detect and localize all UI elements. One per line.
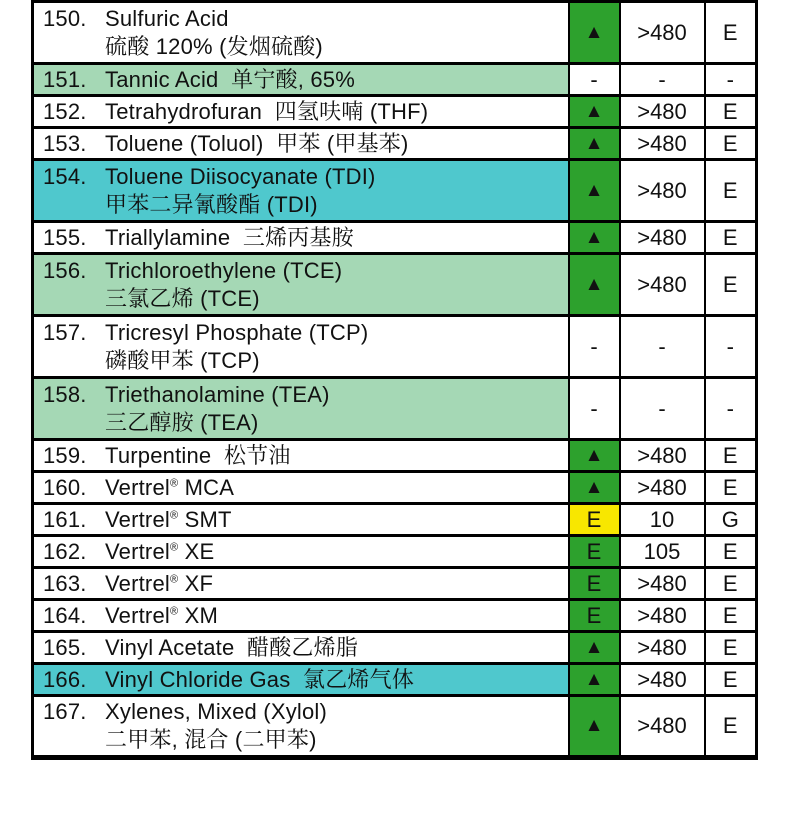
registered-mark: ® [169, 477, 179, 490]
breakthrough-time-cell: >480 [620, 128, 705, 160]
symbol-cell [569, 254, 620, 316]
table-row [33, 472, 757, 504]
chemical-name-line1: Xylenes, Mixed (Xylol) [105, 699, 328, 724]
chemical-name-cell [33, 64, 569, 96]
row-number: 162. [43, 538, 87, 564]
row-number: 153. [43, 130, 87, 156]
table-row [33, 2, 757, 64]
chemical-name [34, 319, 568, 375]
chemical-name-line1: Tetrahydrofuran 四氢呋喃 (THF) [105, 98, 429, 124]
symbol-cell [569, 568, 620, 600]
chemical-name [34, 163, 568, 219]
rating-symbol-icon: ▲ [584, 100, 604, 122]
breakthrough-time-cell: >480 [620, 254, 705, 316]
table-row [33, 64, 757, 96]
chemical-name-cell [33, 536, 569, 568]
degradation-rating-cell: - [705, 316, 757, 378]
symbol-cell [569, 64, 620, 96]
chemical-name-cell [33, 2, 569, 64]
rating-symbol-icon: ▲ [584, 132, 604, 154]
chemical-name-line1: Vertrel® MCA [105, 474, 235, 500]
symbol-cell [569, 696, 620, 758]
rating-symbol-icon: ▲ [584, 179, 604, 201]
row-number: 166. [43, 666, 87, 692]
chemical-name [34, 634, 568, 662]
rating-symbol-icon: ▲ [584, 273, 604, 295]
chemical-name-line2: 硫酸 120% (发烟硫酸) [105, 33, 323, 59]
chemical-resistance-table [31, 0, 758, 760]
table-row [33, 632, 757, 664]
rating-symbol-icon: ▲ [584, 668, 604, 690]
chemical-name-line1: Vinyl Chloride Gas 氯乙烯气体 [105, 666, 415, 692]
table-row [33, 536, 757, 568]
breakthrough-time-cell: >480 [620, 568, 705, 600]
table-row [33, 696, 757, 758]
table-row [33, 316, 757, 378]
row-number: 151. [43, 66, 87, 92]
symbol-cell [569, 2, 620, 64]
degradation-rating-cell: - [705, 378, 757, 440]
degradation-rating-cell: E [705, 664, 757, 696]
table-row [33, 568, 757, 600]
row-number: 154. [43, 163, 87, 189]
row-number: 164. [43, 602, 87, 628]
degradation-rating-cell: G [705, 504, 757, 536]
chemical-name [34, 602, 568, 630]
chemical-name-cell [33, 160, 569, 222]
degradation-rating-cell: E [705, 632, 757, 664]
chemical-name-line2: 三氯乙烯 (TCE) [105, 285, 260, 311]
chemical-name-cell [33, 504, 569, 536]
breakthrough-time-cell: >480 [620, 600, 705, 632]
breakthrough-time-cell: >480 [620, 440, 705, 472]
degradation-rating-cell: E [705, 696, 757, 758]
table-row [33, 254, 757, 316]
chemical-name [34, 666, 568, 694]
symbol-cell [569, 222, 620, 254]
chemical-name-line1: Turpentine 松节油 [105, 442, 291, 468]
chemical-name [34, 5, 568, 61]
chemical-name [34, 130, 568, 158]
row-number: 161. [43, 506, 87, 532]
row-number: 150. [43, 5, 87, 31]
breakthrough-time-cell: >480 [620, 696, 705, 758]
chemical-name-cell [33, 254, 569, 316]
degradation-rating-cell: E [705, 440, 757, 472]
registered-mark: ® [169, 541, 179, 554]
breakthrough-time-cell: - [620, 378, 705, 440]
degradation-rating-cell: E [705, 472, 757, 504]
chemical-name [34, 442, 568, 470]
chemical-name [34, 381, 568, 437]
chemical-name-line1: Toluene (Toluol) 甲苯 (甲基苯) [105, 130, 409, 156]
chemical-name [34, 98, 568, 126]
chemical-name-cell [33, 600, 569, 632]
chemical-name-line1: Triethanolamine (TEA) [105, 381, 330, 407]
chemical-name [34, 698, 568, 754]
breakthrough-time-cell: >480 [620, 222, 705, 254]
chemical-name-line1: Triallylamine 三烯丙基胺 [105, 224, 354, 250]
breakthrough-time-cell: 105 [620, 536, 705, 568]
chemical-name [34, 570, 568, 598]
degradation-rating-cell: E [705, 2, 757, 64]
chemical-name-cell [33, 96, 569, 128]
chemical-name-cell [33, 568, 569, 600]
chemical-name-cell [33, 128, 569, 160]
breakthrough-time-cell: >480 [620, 664, 705, 696]
rating-symbol-icon: ▲ [584, 715, 604, 736]
chemical-name [34, 257, 568, 313]
chemical-table-body [33, 2, 757, 758]
degradation-rating-cell: E [705, 568, 757, 600]
chemical-name-line1: Vertrel® XF [105, 570, 214, 596]
degradation-rating-cell: - [705, 64, 757, 96]
chemical-name [34, 66, 568, 94]
chemical-name-cell [33, 472, 569, 504]
degradation-rating-cell: E [705, 96, 757, 128]
rating-symbol-icon: - [590, 333, 598, 359]
symbol-cell [569, 472, 620, 504]
chemical-name-cell [33, 222, 569, 254]
rating-symbol-icon: E [586, 570, 602, 596]
degradation-rating-cell: E [705, 128, 757, 160]
chemical-name-cell [33, 378, 569, 440]
row-number: 167. [43, 699, 87, 724]
table-row [33, 440, 757, 472]
registered-mark: ® [169, 573, 179, 586]
rating-symbol-icon: ▲ [584, 444, 604, 466]
chemical-name-cell [33, 696, 569, 758]
breakthrough-time-cell: - [620, 316, 705, 378]
rating-symbol-icon: ▲ [584, 226, 604, 248]
chemical-name-line1: Tannic Acid 单宁酸, 65% [105, 66, 355, 92]
chemical-name-line2: 甲苯二异氰酸酯 (TDI) [105, 191, 318, 217]
table-row [33, 160, 757, 222]
table-row [33, 222, 757, 254]
chemical-name [34, 538, 568, 566]
rating-symbol-icon: - [590, 395, 598, 421]
row-number: 165. [43, 634, 87, 660]
breakthrough-time-cell: >480 [620, 632, 705, 664]
breakthrough-time-cell: >480 [620, 2, 705, 64]
chemical-name-cell [33, 316, 569, 378]
chemical-name-line2: 磷酸甲苯 (TCP) [105, 347, 260, 373]
rating-symbol-icon: - [590, 66, 598, 92]
chemical-name-line1: Tricresyl Phosphate (TCP) [105, 319, 369, 345]
registered-mark: ® [169, 509, 179, 522]
table-row [33, 128, 757, 160]
breakthrough-time-cell: >480 [620, 472, 705, 504]
row-number: 152. [43, 98, 87, 124]
table-row [33, 664, 757, 696]
breakthrough-time-cell: >480 [620, 160, 705, 222]
symbol-cell [569, 378, 620, 440]
chemical-name-line1: Vertrel® SMT [105, 506, 232, 532]
symbol-cell [569, 600, 620, 632]
breakthrough-time-cell: >480 [620, 96, 705, 128]
chemical-name-cell [33, 440, 569, 472]
degradation-rating-cell: E [705, 536, 757, 568]
row-number: 163. [43, 570, 87, 596]
symbol-cell [569, 504, 620, 536]
chemical-name [34, 506, 568, 534]
symbol-cell [569, 664, 620, 696]
symbol-cell [569, 160, 620, 222]
chemical-name [34, 474, 568, 502]
symbol-cell [569, 536, 620, 568]
rating-symbol-icon: ▲ [584, 21, 604, 43]
rating-symbol-icon: ▲ [584, 476, 604, 498]
symbol-cell [569, 128, 620, 160]
table-row [33, 96, 757, 128]
table-row [33, 504, 757, 536]
row-number: 160. [43, 474, 87, 500]
symbol-cell [569, 316, 620, 378]
symbol-cell [569, 632, 620, 664]
chemical-name-line1: Vertrel® XM [105, 602, 219, 628]
breakthrough-time-cell: 10 [620, 504, 705, 536]
degradation-rating-cell: E [705, 254, 757, 316]
degradation-rating-cell: E [705, 222, 757, 254]
rating-symbol-icon: ▲ [584, 636, 604, 658]
chemical-name [34, 224, 568, 252]
chemical-name-line2: 三乙醇胺 (TEA) [105, 409, 259, 435]
row-number: 157. [43, 319, 87, 345]
row-number: 156. [43, 257, 87, 283]
rating-symbol-icon: E [586, 538, 602, 564]
symbol-cell [569, 96, 620, 128]
rating-symbol-icon: E [586, 506, 602, 532]
breakthrough-time-cell: - [620, 64, 705, 96]
chemical-name-line1: Vinyl Acetate 醋酸乙烯脂 [105, 634, 359, 660]
row-number: 158. [43, 381, 87, 407]
row-number: 155. [43, 224, 87, 250]
table-row [33, 600, 757, 632]
rating-symbol-icon: E [586, 602, 602, 628]
chemical-name-line1: Vertrel® XE [105, 538, 215, 564]
degradation-rating-cell: E [705, 600, 757, 632]
chemical-name-line2: 二甲苯, 混合 (二甲苯) [105, 727, 317, 752]
registered-mark: ® [169, 605, 179, 618]
row-number: 159. [43, 442, 87, 468]
degradation-rating-cell: E [705, 160, 757, 222]
chemical-name-line1: Sulfuric Acid [105, 5, 229, 31]
chemical-name-cell [33, 632, 569, 664]
table-row [33, 378, 757, 440]
symbol-cell [569, 440, 620, 472]
chemical-name-line1: Trichloroethylene (TCE) [105, 257, 343, 283]
chemical-name-cell [33, 664, 569, 696]
chemical-name-line1: Toluene Diisocyanate (TDI) [105, 163, 376, 189]
